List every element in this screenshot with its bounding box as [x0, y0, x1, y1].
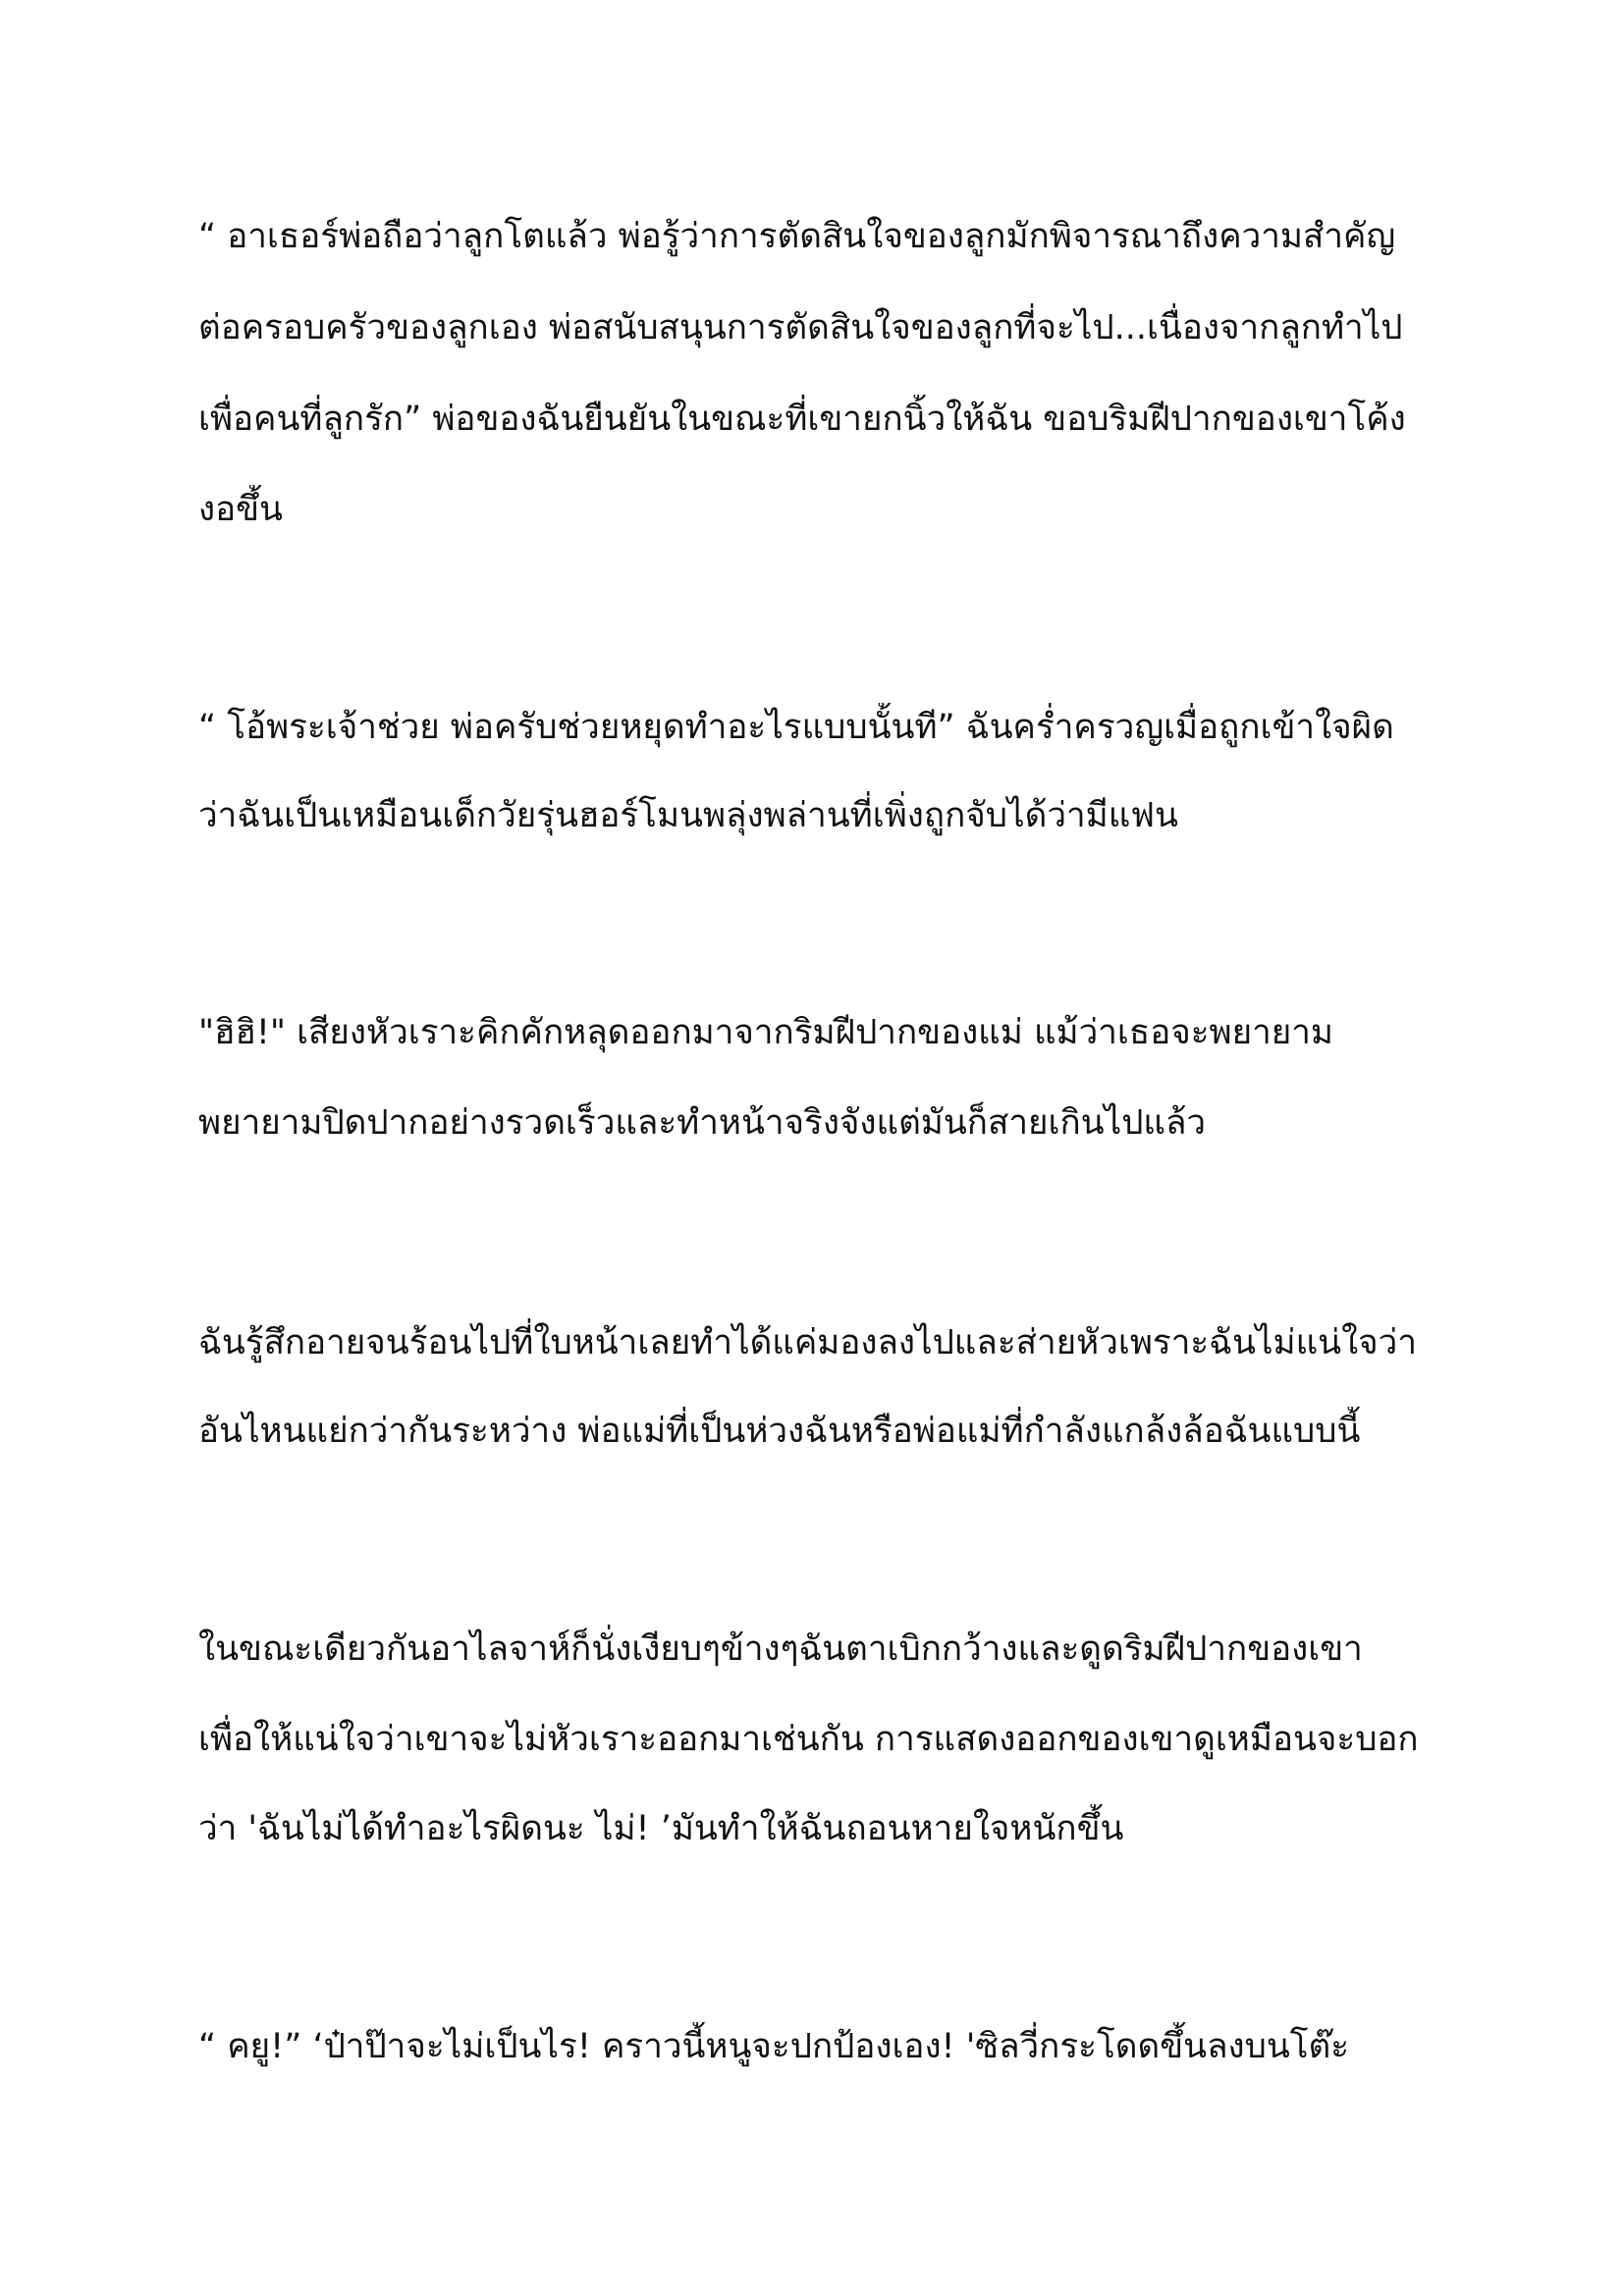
paragraph-2-line-1: “ โอ้พระเจ้าช่วย พ่อครับช่วยหยุดทำอะไรแบบนั้นที” ฉันคร่ำครวญเมื่อถูกเข้าใจผิด — [198, 708, 1394, 747]
paragraph-3-line-1: "ฮิฮิ!" เสียงหัวเราะคิกคักหลุดออกมาจากริมฝีปากของแม่ แม้ว่าเธอจะพยายาม — [198, 1013, 1333, 1052]
paragraph-5-line-3: ว่า 'ฉันไม่ได้ทำอะไรผิดนะ ไม่! ’มันทำให้ฉันถอนหายใจหนักขึ้น — [198, 1809, 1124, 1848]
paragraph-6-line-1: “ คยู!” ‘ป๋าป๊าจะไม่เป็นไร! คราวนี้หนูจะปกป้องเอง! 'ซิลวี่กระโดดขึ้นลงบนโต๊ะ — [198, 2027, 1350, 2066]
paragraph-1-line-4: งอขึ้น — [198, 490, 283, 529]
paragraph-2-line-2: ว่าฉันเป็นเหมือนเด็กวัยรุ่นฮอร์โมนพลุ่งพล่านที่เพิ่งถูกจับได้ว่ามีแฟน — [198, 796, 1178, 835]
paragraph-3-line-2: พยายามปิดปากอย่างรวดเร็วและทำหน้าจริงจังแต่มันก็สายเกินไปแล้ว — [198, 1103, 1207, 1143]
paragraph-5-line-2: เพื่อให้แน่ใจว่าเขาจะไม่หัวเราะออกมาเช่นกัน การแสดงออกของเขาดูเหมือนจะบอก — [198, 1720, 1419, 1759]
paragraph-1-line-1: “ อาเธอร์พ่อถือว่าลูกโตแล้ว พ่อรู้ว่าการตัดสินใจของลูกมักพิจารณาถึงความสำคัญ — [198, 217, 1396, 256]
paragraph-5-line-1: ในขณะเดียวกันอาไลจาห์ก็นั่งเงียบๆข้างๆฉันตาเบิกกว้างและดูดริมฝีปากของเขา — [198, 1629, 1363, 1669]
paragraph-4-line-2: อันไหนแย่กว่ากันระหว่าง พ่อแม่ที่เป็นห่วงฉันหรือพ่อแม่ที่กำลังแกล้งล้อฉันแบบนี้ — [198, 1412, 1361, 1451]
paragraph-1-line-3: เพื่อคนที่ลูกรัก” พ่อของฉันยืนยันในขณะที่เขายกนิ้วให้ฉัน ขอบริมฝีปากของเขาโค้ง — [198, 400, 1406, 439]
paragraph-1-line-2: ต่อครอบครัวของลูกเอง พ่อสนับสนุนการตัดสินใจของลูกที่จะไป...เนื่องจากลูกทำไป — [198, 308, 1403, 347]
paragraph-4-line-1: ฉันรู้สึกอายจนร้อนไปที่ใบหน้าเลยทำได้แค่มองลงไปและส่ายหัวเพราะฉันไม่แน่ใจว่า — [198, 1323, 1417, 1362]
